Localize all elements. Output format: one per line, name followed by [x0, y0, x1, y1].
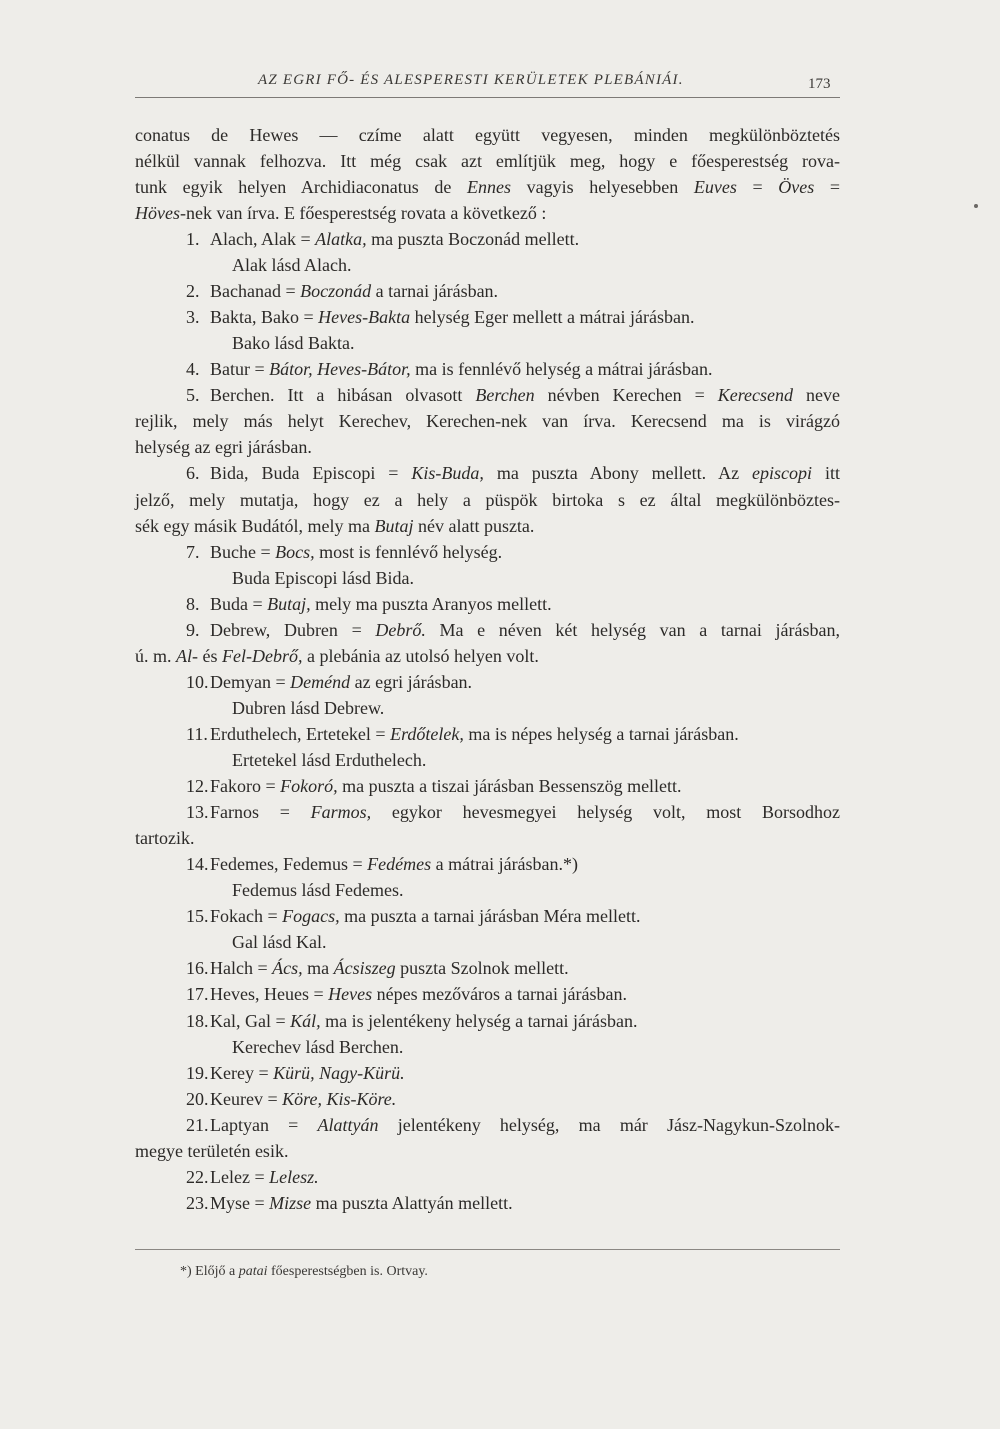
entry-number: 8. [186, 594, 200, 614]
entry-number: 20. [186, 1089, 209, 1109]
entry-line: 1. Alach, Alak = Alatka, ma puszta Boczonád mellett. [186, 226, 579, 252]
entry-number: 21. [186, 1115, 209, 1135]
running-title: AZ EGRI FŐ- ÉS ALESPERESTI KERÜLETEK PLEBÁNIÁI. [258, 72, 684, 88]
entry-line: 12.Fakoro = Fokoró, ma puszta a tiszai járásban Bessenszög mellett. [186, 773, 682, 799]
continuation-line: helység az egri járásban. [135, 437, 312, 457]
entry-number: 2. [186, 281, 200, 301]
footnote-rule [135, 1249, 840, 1250]
cross-reference: Ertetekel lásd Erduthelech. [232, 750, 427, 770]
entry-number: 5. [186, 385, 200, 405]
intro-line: nélkül vannak felhozva. Itt még csak azt említjük meg, hogy e főesperestség rova- [135, 151, 840, 171]
entry-line: 19.Kerey = Kürü, Nagy-Kürü. [186, 1060, 405, 1086]
continuation-line: sék egy másik Budától, mely ma Butaj név alatt puszta. [135, 516, 535, 536]
entry-number: 11. [186, 724, 208, 744]
entry-line: 14.Fedemes, Fedemus = Fedémes a mátrai járásban.*) [186, 851, 578, 877]
cross-reference: Alak lásd Alach. [232, 255, 352, 275]
entry-line: 17.Heves, Heues = Heves népes mezőváros a tarnai járásban. [186, 981, 627, 1007]
entry-number: 9. [186, 620, 200, 640]
entry-number: 13. [186, 802, 209, 822]
entry-line: 20.Keurev = Köre, Kis-Köre. [186, 1086, 396, 1112]
entry-number: 23. [186, 1193, 209, 1213]
entry-number: 12. [186, 776, 209, 796]
page-number: 173 [808, 76, 831, 92]
entry-line: 8. Buda = Butaj, mely ma puszta Aranyos mellett. [186, 591, 552, 617]
intro-line: conatus de Hewes — czíme alatt együtt vegyesen, minden megkülönböztetés [135, 125, 840, 145]
entry-line: 7. Buche = Bocs, most is fennlévő helység. [186, 539, 502, 565]
entry-line: 2. Bachanad = Boczonád a tarnai járásban. [186, 278, 498, 304]
entry-line: 16.Halch = Ács, ma Ácsiszeg puszta Szolnok mellett. [186, 955, 569, 981]
cross-reference: Dubren lásd Debrew. [232, 698, 385, 718]
entry-number: 10. [186, 672, 209, 692]
cross-reference: Gal lásd Kal. [232, 932, 327, 952]
entry-number: 4. [186, 359, 200, 379]
entry-number: 22. [186, 1167, 209, 1187]
entry-line: 11. Erduthelech, Ertetekel = Erdőtelek, ma is népes helység a tarnai járásban. [186, 721, 739, 747]
entry-number: 15. [186, 906, 209, 926]
entry-line: 9. Debrew, Dubren = Debrő. Ma e néven két helység van a tarnai járásban, [186, 617, 840, 643]
entry-line: 15.Fokach = Fogacs, ma puszta a tarnai járásban Méra mellett. [186, 903, 641, 929]
entry-line: 10.Demyan = Deménd az egri járásban. [186, 669, 472, 695]
continuation-line: tartozik. [135, 828, 195, 848]
entry-line: 22.Lelez = Lelesz. [186, 1164, 319, 1190]
continuation-line: jelző, mely mutatja, hogy ez a hely a püspök birtoka s ez által megkülönböztes- [135, 490, 840, 510]
intro-line: tunk egyik helyen Archidiaconatus de Ennes vagyis helyesebben Euves = Öves = [135, 177, 840, 197]
entry-number: 18. [186, 1011, 209, 1031]
intro-line: Höves-nek van írva. E főesperestség rovata a következő : [135, 203, 547, 223]
entry-number: 1. [186, 229, 200, 249]
entry-number: 16. [186, 958, 209, 978]
entry-line: 6. Bida, Buda Episcopi = Kis-Buda, ma puszta Abony mellett. Az episcopi itt [186, 460, 840, 486]
entry-line: 13.Farnos = Farmos, egykor hevesmegyei helység volt, most Borsodhoz [186, 799, 840, 825]
ink-speck [974, 204, 978, 208]
entry-line: 18.Kal, Gal = Kál, ma is jelentékeny helység a tarnai járásban. [186, 1008, 638, 1034]
header-rule [135, 97, 840, 98]
entry-line: 21.Laptyan = Alattyán jelentékeny helység, ma már Jász-Nagykun-Szolnok- [186, 1112, 840, 1138]
entry-line: 4. Batur = Bátor, Heves-Bátor, ma is fennlévő helység a mátrai járásban. [186, 356, 713, 382]
entry-number: 17. [186, 984, 209, 1004]
entry-line: 23.Myse = Mizse ma puszta Alattyán mellett. [186, 1190, 513, 1216]
continuation-line: rejlik, mely más helyt Kerechev, Kerechen-nek van írva. Kerecsend ma is virágzó [135, 411, 840, 431]
entry-number: 14. [186, 854, 209, 874]
entry-number: 7. [186, 542, 200, 562]
entry-line: 5. Berchen. Itt a hibásan olvasott Berchen névben Kerechen = Kerecsend neve [186, 382, 840, 408]
footnote: *) Előjő a patai főesperestségben is. Ortvay. [180, 1264, 428, 1279]
entry-number: 3. [186, 307, 200, 327]
cross-reference: Fedemus lásd Fedemes. [232, 880, 404, 900]
cross-reference: Bako lásd Bakta. [232, 333, 355, 353]
continuation-line: ú. m. Al- és Fel-Debrő, a plebánia az utolsó helyen volt. [135, 646, 539, 666]
entry-number: 19. [186, 1063, 209, 1083]
cross-reference: Buda Episcopi lásd Bida. [232, 568, 414, 588]
cross-reference: Kerechev lásd Berchen. [232, 1037, 404, 1057]
entry-number: 6. [186, 463, 200, 483]
entry-line: 3. Bakta, Bako = Heves-Bakta helység Eger mellett a mátrai járásban. [186, 304, 694, 330]
continuation-line: megye területén esik. [135, 1141, 289, 1161]
